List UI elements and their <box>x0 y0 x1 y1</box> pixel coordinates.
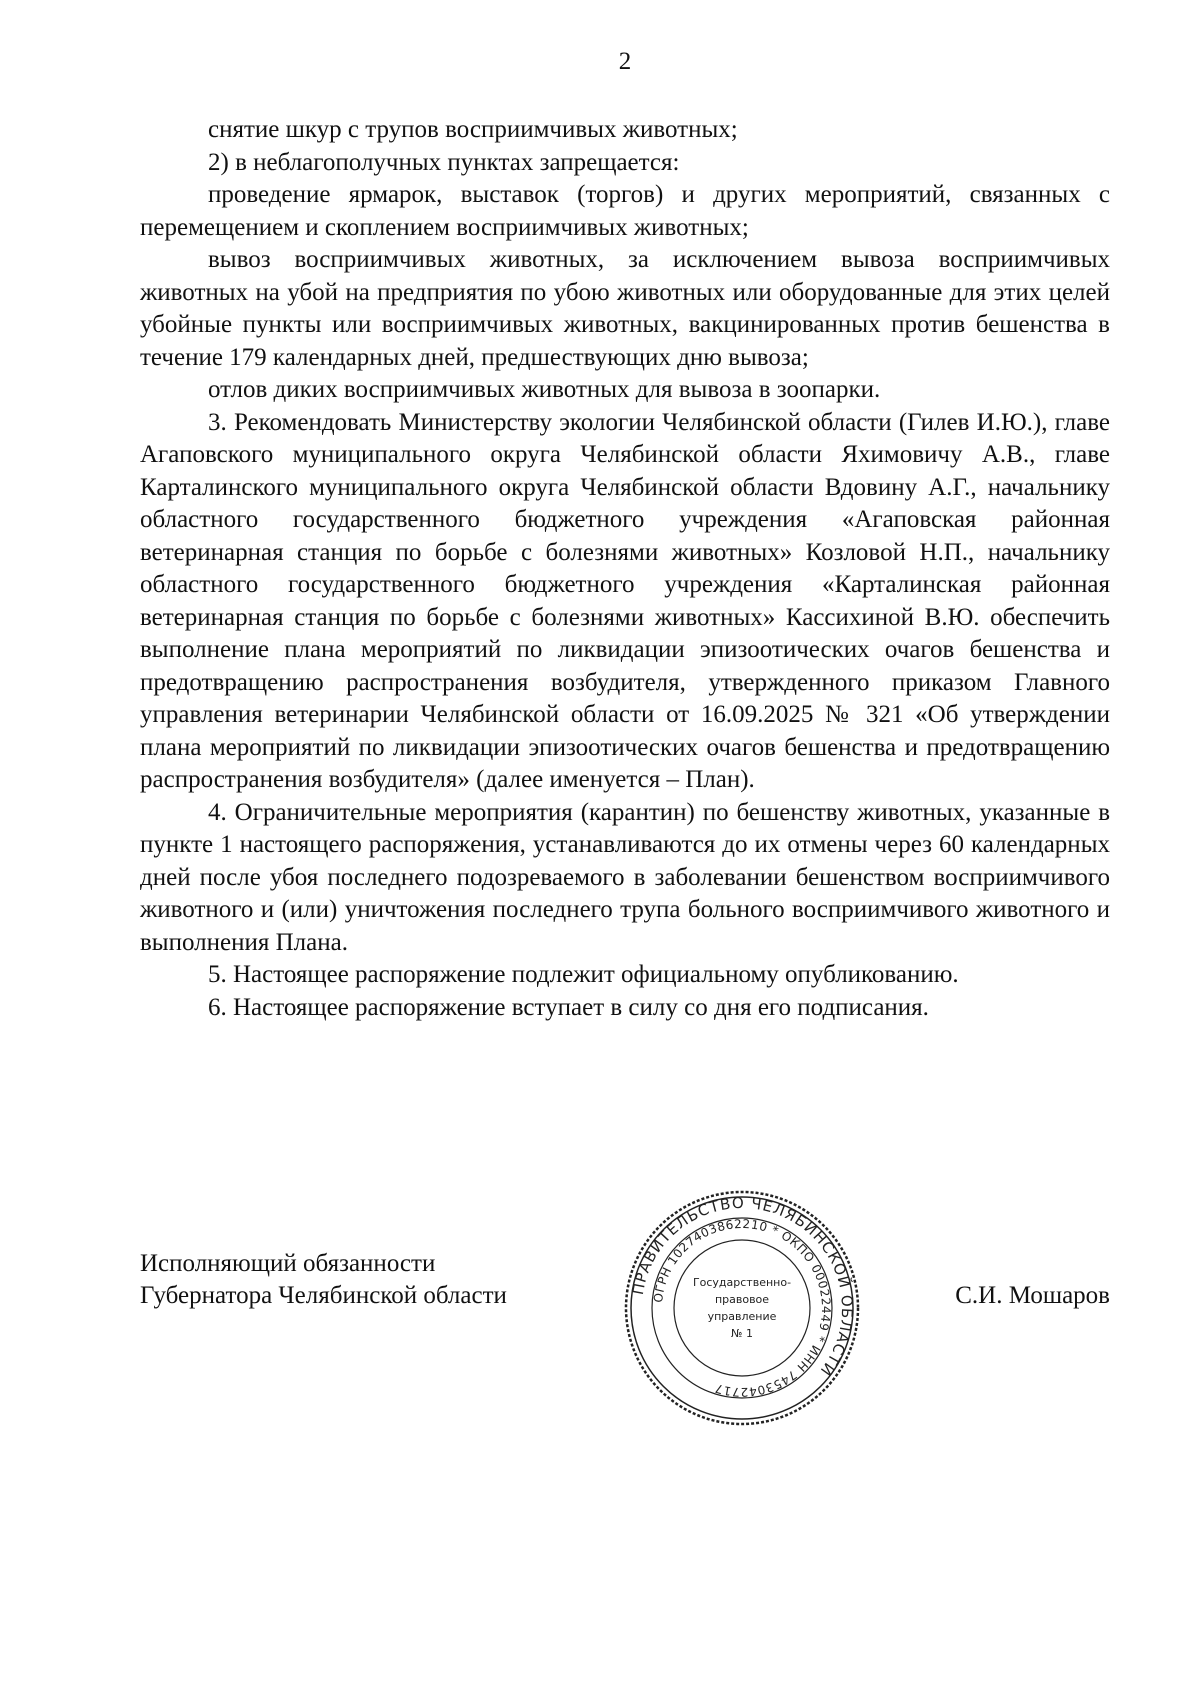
seal-outer-text: ПРАВИТЕЛЬСТВО ЧЕЛЯБИНСКОЙ ОБЛАСТИ <box>628 1193 857 1380</box>
paragraph-item-4-quarantine-term: 4. Ограничительные мероприятия (карантин) по бешенству животных, указанные в пункте 1 настоящего распоряжения, устанавливаются до их отмены через 60 календарных дней после убоя последнего подозреваемого в заболевании бешенством восприимчивого животного и (или) уничтожения последнего трупа больного восприимчивого животного и выполнения Плана. <box>140 798 1110 956</box>
seal-center-line2: правовое <box>714 1293 770 1306</box>
signatory-position-line2: Губернатора Челябинской области <box>140 1282 507 1309</box>
paragraph-wild-animals-capture: отлов диких восприимчивых животных для вывоза в зоопарки. <box>208 376 881 403</box>
page-number: 2 <box>618 48 632 75</box>
paragraph-prohibitions-heading: 2) в неблагополучных пунктах запрещается: <box>208 148 680 176</box>
paragraph-export-prohibition: вывоз восприимчивых животных, за исключением вывоза восприимчивых животных на убой на предприятия по убою животных или оборудованные для этих целей убойные пункты или восприимчивых животных, вакцинированных против бешенства в течение 179 календарных дней, предшествующих дню вывоза; <box>140 246 1110 371</box>
signatory-position-line1: Исполняющий обязанности <box>140 1250 436 1277</box>
paragraph-fairs-prohibition: проведение ярмарок, выставок (торгов) и других мероприятий, связанных с перемещением и скоплением восприимчивых животных; <box>140 181 1110 241</box>
seal-center-line1: Государственно- <box>692 1276 792 1289</box>
paragraph-item-5-publication: 5. Настоящее распоряжение подлежит официальному опубликованию. <box>208 961 959 988</box>
seal-inner-ring <box>674 1240 810 1376</box>
seal-graphic <box>622 1188 862 1428</box>
seal-center-line4: № 1 <box>731 1327 753 1340</box>
seal-inner-text: ОГРН 1027403862210 * ОКПО 00022449 * ИНН 7453042717 <box>651 1216 834 1400</box>
paragraph-item-3-recommendation: 3. Рекомендовать Министерству экологии Челябинской области (Гилев И.Ю.), главе Агаповского муниципального округа Челябинской области Яхимовичу А.В., главе Карталинского муниципального округа Челябинской области Вдовину А.Г., начальнику областного государственного бюджетного учреждения «Агаповская районная ветеринарная станция по борьбе с болезнями животных» Козловой Н.П., начальнику областного государственного бюджетного учреждения «Карталинская районная ветеринарная станция по борьбе с болезнями животных» Кассихиной В.Ю. обеспечить выполнение плана мероприятий по ликвидации эпизоотических очагов бешенства и предотвращению распространения возбудителя, утвержденного приказом Главного управления ветеринарии Челябинской области от 16.09.2025 № 321 «Об утверждении плана мероприятий по ликвидации эпизоотических очагов бешенства и предотвращению распространения возбудителя» (далее именуется – План). <box>140 408 1110 793</box>
official-seal <box>622 1188 862 1428</box>
seal-center-line3: управление <box>707 1310 777 1323</box>
paragraph-item-6-entry-into-force: 6. Настоящее распоряжение вступает в силу со дня его подписания. <box>208 993 929 1021</box>
document-body <box>140 114 1110 1024</box>
paragraph-hides-removal: снятие шкур с трупов восприимчивых животных; <box>208 116 738 143</box>
signatory-position <box>140 1248 600 1312</box>
signatory-name: С.И. Мошаров <box>955 1282 1110 1309</box>
